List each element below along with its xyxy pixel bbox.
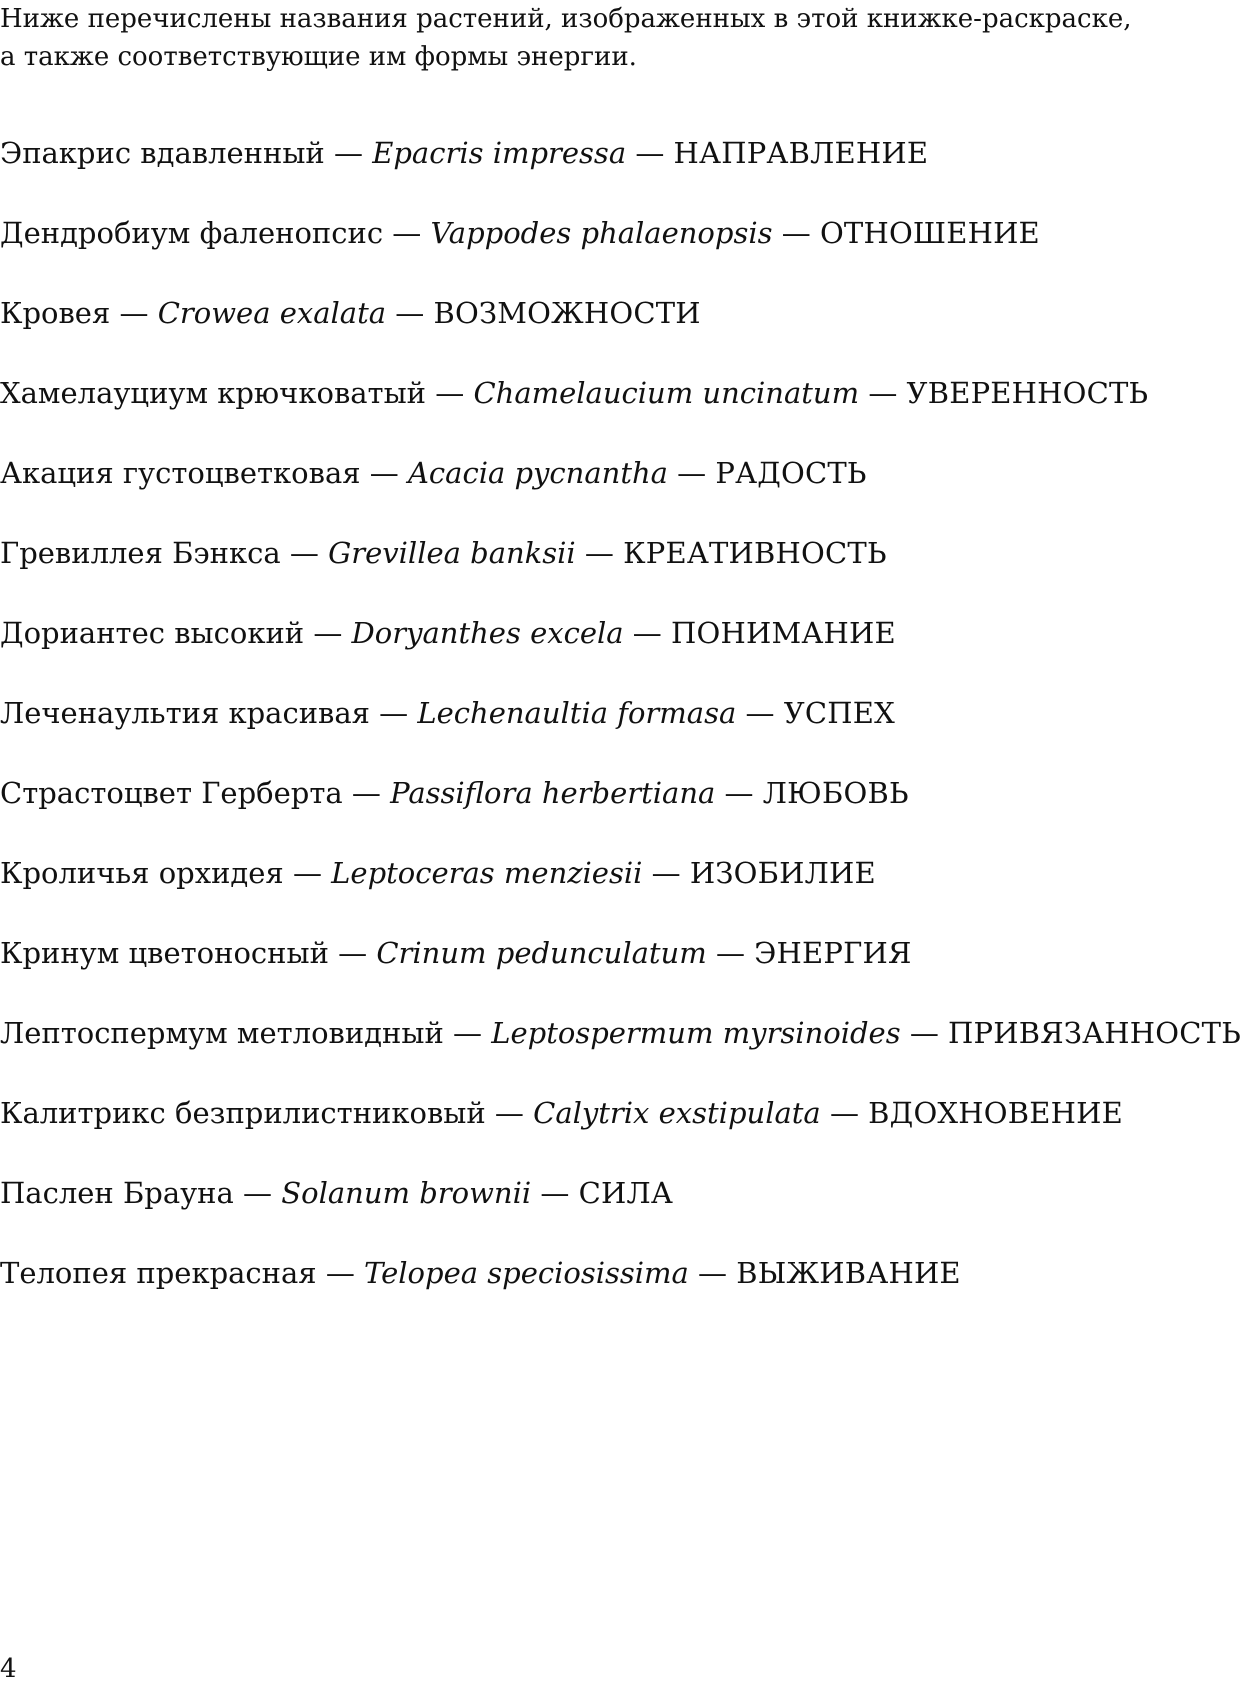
- separator-dash: —: [868, 376, 898, 410]
- separator-dash: —: [338, 936, 368, 970]
- plant-latin-name: Crinum pedunculatum: [376, 936, 707, 970]
- plant-russian-name: Акация густоцветковая: [0, 456, 361, 490]
- separator-dash: —: [829, 1096, 859, 1130]
- separator-dash: —: [635, 136, 665, 170]
- plant-russian-name: Калитрикс безприлистниковый: [0, 1096, 486, 1130]
- plant-latin-name: Leptospermum myrsinoides: [491, 1016, 901, 1050]
- plant-energy: РАДОСТЬ: [715, 456, 867, 490]
- separator-dash: —: [677, 456, 707, 490]
- plant-energy: ЭНЕРГИЯ: [754, 936, 912, 970]
- plant-latin-name: Lechenaultia formasa: [417, 696, 737, 730]
- intro-paragraph: [0, 0, 1203, 76]
- intro-line-1: Ниже перечислены названия растений, изображенных в этой книжке-раскраске,: [0, 4, 1132, 34]
- plant-row: [0, 613, 1203, 693]
- plant-row: [0, 1173, 1203, 1253]
- separator-dash: —: [313, 616, 343, 650]
- plant-latin-name: Telopea speciosissima: [364, 1256, 689, 1290]
- plant-row: [0, 853, 1203, 933]
- plant-russian-name: Телопея прекрасная: [0, 1256, 317, 1290]
- plant-row: [0, 1253, 1203, 1333]
- plant-energy: СИЛА: [578, 1176, 674, 1210]
- plant-row: [0, 693, 1203, 773]
- plant-latin-name: Doryanthes excela: [351, 616, 624, 650]
- plant-row: [0, 453, 1203, 533]
- page-number: 4: [0, 1654, 17, 1684]
- separator-dash: —: [909, 1016, 939, 1050]
- plant-row: [0, 1093, 1203, 1173]
- separator-dash: —: [395, 296, 425, 330]
- separator-dash: —: [369, 456, 399, 490]
- plant-latin-name: Leptoceras menziesii: [331, 856, 643, 890]
- plant-latin-name: Crowea exalata: [157, 296, 387, 330]
- separator-dash: —: [333, 136, 363, 170]
- separator-dash: —: [392, 216, 422, 250]
- plant-latin-name: Acacia pycnantha: [407, 456, 668, 490]
- plant-latin-name: Calytrix exstipulata: [533, 1096, 821, 1130]
- separator-dash: —: [325, 1256, 355, 1290]
- separator-dash: —: [698, 1256, 728, 1290]
- plant-latin-name: Passiflora herbertiana: [390, 776, 716, 810]
- plant-energy: ВОЗМОЖНОСТИ: [433, 296, 701, 330]
- separator-dash: —: [724, 776, 754, 810]
- separator-dash: —: [435, 376, 465, 410]
- plant-energy: ВЫЖИВАНИЕ: [736, 1256, 961, 1290]
- plant-row: [0, 933, 1203, 1013]
- separator-dash: —: [119, 296, 149, 330]
- separator-dash: —: [745, 696, 775, 730]
- separator-dash: —: [540, 1176, 570, 1210]
- separator-dash: —: [243, 1176, 273, 1210]
- plant-row: [0, 773, 1203, 853]
- plant-latin-name: Solanum brownii: [281, 1176, 532, 1210]
- separator-dash: —: [379, 696, 409, 730]
- plant-russian-name: Хамелауциум крючковатый: [0, 376, 427, 410]
- separator-dash: —: [632, 616, 662, 650]
- plant-energy: ВДОХНОВЕНИЕ: [868, 1096, 1123, 1130]
- plant-russian-name: Леченаультия красивая: [0, 696, 370, 730]
- separator-dash: —: [651, 856, 681, 890]
- separator-dash: —: [292, 856, 322, 890]
- plant-energy: ОТНОШЕНИЕ: [819, 216, 1040, 250]
- plant-energy: ПОНИМАНИЕ: [671, 616, 896, 650]
- separator-dash: —: [584, 536, 614, 570]
- separator-dash: —: [781, 216, 811, 250]
- plant-latin-name: Grevillea banksii: [328, 536, 576, 570]
- separator-dash: —: [453, 1016, 482, 1050]
- plant-russian-name: Паслен Брауна: [0, 1176, 234, 1210]
- plant-latin-name: Epacris impressa: [372, 136, 627, 170]
- plant-russian-name: Кроличья орхидея: [0, 856, 284, 890]
- plant-row: [0, 533, 1203, 613]
- plant-russian-name: Страстоцвет Герберта: [0, 776, 343, 810]
- plant-row: [0, 293, 1203, 373]
- plant-russian-name: Кровея: [0, 296, 111, 330]
- plant-energy: ЛЮБОВЬ: [762, 776, 909, 810]
- plant-russian-name: Дориантес высокий: [0, 616, 305, 650]
- plant-energy: ПРИВЯЗАННОСТЬ: [948, 1016, 1241, 1050]
- plant-latin-name: Vappodes phalaenopsis: [430, 216, 773, 250]
- plant-row: [0, 213, 1203, 293]
- intro-line-2: а также соответствующие им формы энергии.: [0, 42, 637, 72]
- plant-energy: ИЗОБИЛИЕ: [689, 856, 876, 890]
- plant-russian-name: Лептоспермум метловидный: [0, 1016, 444, 1050]
- plant-russian-name: Дендробиум фаленопсис: [0, 216, 384, 250]
- plant-energy: УСПЕХ: [783, 696, 895, 730]
- plant-energy: КРЕАТИВНОСТЬ: [623, 536, 887, 570]
- separator-dash: —: [289, 536, 319, 570]
- plant-row: [0, 1013, 1241, 1093]
- separator-dash: —: [494, 1096, 524, 1130]
- separator-dash: —: [715, 936, 745, 970]
- plant-list: [0, 133, 1241, 1333]
- plant-russian-name: Кринум цветоносный: [0, 936, 329, 970]
- plant-russian-name: Гревиллея Бэнкса: [0, 536, 281, 570]
- plant-energy: НАПРАВЛЕНИЕ: [673, 136, 929, 170]
- plant-russian-name: Эпакрис вдавленный: [0, 136, 325, 170]
- plant-energy: УВЕРЕННОСТЬ: [906, 376, 1149, 410]
- plant-latin-name: Chamelaucium uncinatum: [473, 376, 860, 410]
- plant-row: [0, 373, 1203, 453]
- separator-dash: —: [351, 776, 381, 810]
- plant-row: [0, 133, 1203, 213]
